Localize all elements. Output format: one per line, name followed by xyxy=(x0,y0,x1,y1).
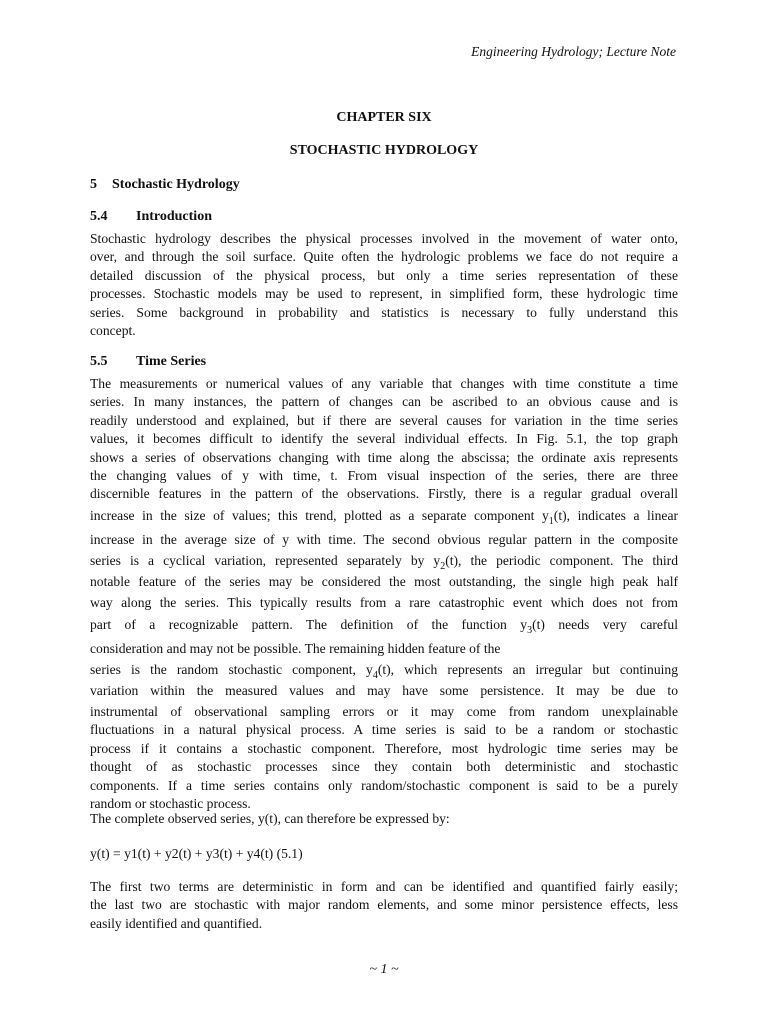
section-number: 5.5 xyxy=(90,354,108,369)
text-line: random or stochastic process. xyxy=(90,796,251,812)
text-line: discernible features in the pattern of the observations. Firstly, there is a regular gradual overall xyxy=(90,486,678,502)
section-number: 5 xyxy=(90,177,97,192)
text-line: thought of as stochastic processes since they contain both deterministic and stochastic xyxy=(90,759,678,775)
text-line: concept. xyxy=(90,323,136,339)
section-number: 5.4 xyxy=(90,209,108,224)
chapter-title: STOCHASTIC HYDROLOGY xyxy=(289,143,479,158)
section-heading-5-5 xyxy=(90,354,206,370)
text-line: readily understood and explained, but if there are several causes for variation in the time series xyxy=(90,412,678,428)
text-line: detailed discussion of the physical process, but only a time series representation of these xyxy=(90,267,678,283)
text-line: The measurements or numerical values of any variable that changes with time constitute a time xyxy=(90,376,678,391)
text-line: notable feature of the series may be considered the most outstanding, the single high peak half xyxy=(90,574,678,590)
text-line: consideration and may not be possible. The remaining hidden feature of the xyxy=(90,640,501,656)
text-line: series. Some background in probability and statistics is necessary to fully understand this xyxy=(90,304,678,320)
page-number: ~ 1 ~ xyxy=(369,962,399,977)
time-series-paragraph xyxy=(90,375,678,814)
text-line: The first two terms are deterministic in form and can be identified and quantified fairly easily; xyxy=(90,879,678,894)
text-line: process if it contains a stochastic component. Therefore, most hydrologic time series may be xyxy=(90,740,678,756)
text-line: series. In many instances, the pattern of changes can be ascribed to an obvious cause and is xyxy=(90,394,678,410)
text-line: the changing values of y with time, t. From visual inspection of the series, there are three xyxy=(90,468,678,484)
text-line: over, and through the soil surface. Quite often the hydrologic problems we face do not require a xyxy=(90,249,678,265)
section-title: Time Series xyxy=(136,354,207,369)
closing-paragraph xyxy=(90,878,678,933)
complete-series-text: The complete observed series, y(t), can therefore be expressed by: xyxy=(90,811,450,826)
equation-5-1: y(t) = y1(t) + y2(t) + y3(t) + y4(t) (5.1) xyxy=(90,846,303,861)
text-line: shows a series of observations changing with time along the abscissa; the ordinate axis represents xyxy=(90,449,678,465)
chapter-label: CHAPTER SIX xyxy=(336,110,432,125)
text-line: increase in the average size of y with time. The second obvious regular pattern in the composite xyxy=(90,531,678,547)
text-line: components. If a time series contains only random/stochastic component is said to be a purely xyxy=(90,777,678,793)
intro-paragraph xyxy=(90,230,678,340)
text-line: processes. Stochastic models may be used to represent, in simplified form, these hydrologic time xyxy=(90,286,678,302)
text-line: the last two are stochastic with major random elements, and some minor persistence effects, less xyxy=(90,897,678,913)
section-title: Introduction xyxy=(136,209,212,224)
text-line: way along the series. This typically results from a rare catastrophic event which does not from xyxy=(90,595,678,611)
text-line-y2: series is a cyclical variation, represented separately by $y_2(t)$, the periodic component. The third xyxy=(90,552,678,572)
text-line: variation within the measured values and may have some persistence. It may be due to xyxy=(90,683,678,699)
section-heading-5 xyxy=(90,177,240,193)
text-line-y1: increase in the size of values; this trend, plotted as a separate component $y_1(t)$, indicates a linear xyxy=(90,507,679,527)
text-line: fluctuations in a natural physical process. A time series is said to be a random or stochastic xyxy=(90,722,678,738)
section-title: Stochastic Hydrology xyxy=(112,177,240,192)
section-heading-5-4 xyxy=(90,209,212,225)
text-line: Stochastic hydrology describes the physical processes involved in the movement of water onto, xyxy=(90,231,678,246)
running-header: Engineering Hydrology; Lecture Note xyxy=(471,44,676,59)
text-line: values, it becomes difficult to identify the several individual effects. In Fig. 5.1, the top graph xyxy=(90,431,678,447)
text-line-y3: part of a recognizable pattern. The definition of the function $y_3(t)$ needs very careful xyxy=(90,616,679,636)
text-line: easily identified and quantified. xyxy=(90,915,263,931)
text-line: instrumental of observational sampling errors or it may come from random unexplainable xyxy=(90,704,678,720)
text-line-y4: series is the random stochastic component, $y_4(t)$, which represents an irregular but continuing xyxy=(90,661,678,681)
